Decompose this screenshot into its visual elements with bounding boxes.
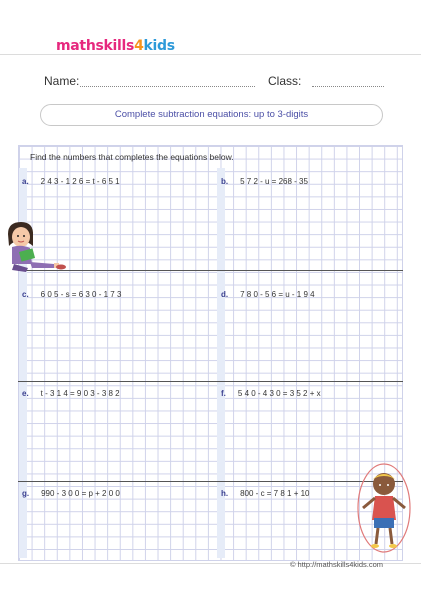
problem-equation: 800 - c = 7 8 1 + 10 — [240, 489, 310, 498]
problem-label: e. — [22, 389, 29, 398]
grid-paper — [18, 145, 403, 561]
problem-label: b. — [221, 177, 229, 186]
row-divider — [18, 270, 403, 271]
problem-equation: 7 8 0 - 5 6 = u - 1 9 4 — [240, 290, 315, 299]
header-divider — [0, 54, 421, 55]
problem-label: d. — [221, 290, 229, 299]
problem-c — [22, 290, 121, 299]
site-logo — [56, 38, 175, 54]
problem-label: a. — [22, 177, 29, 186]
problem-label: h. — [221, 489, 229, 498]
problem-equation: 5 7 2 - u = 268 - 35 — [240, 177, 308, 186]
class-label: Class: — [268, 74, 302, 88]
problem-label: c. — [22, 290, 29, 299]
problem-h — [221, 489, 310, 498]
problem-equation: t - 3 1 4 = 9 0 3 - 3 8 2 — [40, 389, 120, 398]
worksheet-title: Complete subtraction equations: up to 3-digits — [40, 104, 383, 126]
problem-equation: 2 4 3 - 1 2 6 = t - 6 5 1 — [40, 177, 120, 186]
right-column-band — [217, 168, 225, 558]
problem-b — [221, 177, 308, 186]
problem-equation: 5 4 0 - 4 3 0 = 3 5 2 + x — [237, 389, 321, 398]
jump-rope-kid-illustration — [355, 462, 413, 554]
problem-equation: 6 0 5 - s = 6 3 0 - 1 7 3 — [40, 290, 122, 299]
problem-d — [221, 290, 315, 299]
name-field[interactable] — [80, 86, 255, 87]
problem-f — [221, 389, 321, 398]
name-label: Name: — [44, 74, 80, 88]
problem-label: f. — [221, 389, 226, 398]
problem-equation: 990 - 3 0 0 = p + 2 0 0 — [41, 489, 120, 498]
problem-e — [22, 389, 120, 398]
logo-text-part2: 4 — [134, 38, 144, 54]
logo-text-part1: mathskills — [56, 38, 135, 54]
row-divider — [18, 481, 403, 482]
instruction-text: Find the numbers that completes the equations below. — [30, 152, 234, 162]
reading-girl-illustration — [2, 220, 70, 278]
problem-label: g. — [22, 489, 30, 498]
footer-copyright: © http://mathskills4kids.com — [289, 560, 383, 569]
problem-a — [22, 177, 120, 186]
class-field[interactable] — [312, 86, 384, 87]
logo-text-part3: kids — [143, 38, 175, 54]
row-divider — [18, 381, 403, 382]
problem-g — [22, 489, 120, 498]
